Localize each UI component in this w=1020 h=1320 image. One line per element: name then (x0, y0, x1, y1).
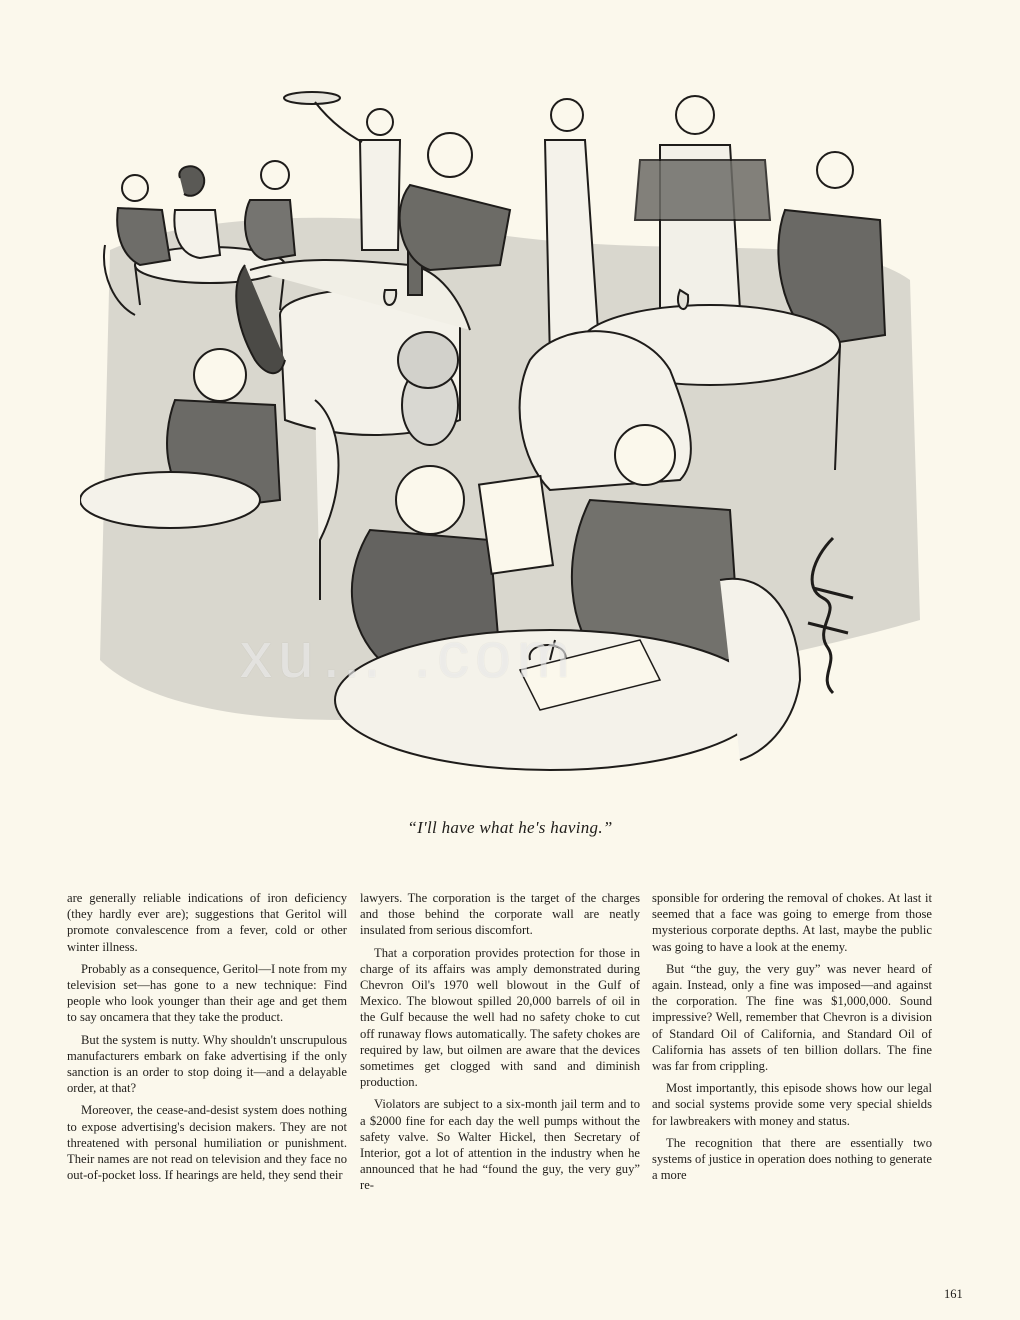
page-number: 161 (944, 1287, 963, 1301)
paragraph: But “the guy, the very guy” was never heard of again. Instead, only a fine was imposed—and against the corporation. The fine was $1,000,000. Sound impressive? Well, remember that Chevron is a division of Standard Oil of California, and Standard Oil of California has assets of ten billion dollars. The fine was far from crippling. (652, 961, 932, 1074)
paragraph: Probably as a consequence, Geritol—I note from my television set—has gone to a new technique: Find people who look younger than their age and get them to say oncamera that they take the product. (67, 961, 347, 1025)
paragraph: That a corporation provides protection for those in charge of its affairs was amply demonstrated during Chevron Oil's 1970 well blowout in the Gulf of Mexico. The blowout spilled 20,000 barrels of oil in the Gulf because the well had no safety choke to cut off runaway flows automatically. The safety chokes are required by law, but oilmen are aware that the devices sometimes get clogged with sand and diminish production. (360, 945, 640, 1090)
cartoon-caption: “I'll have what he's having.” (407, 818, 613, 837)
paragraph: Violators are subject to a six-month jail term and to a $2000 fine for each day the well pumps without the safety valve. So Walter Hickel, then Secretary of Interior, got a lot of attention in the industry when he announced that he had “found the guy, the very guy” re- (360, 1097, 640, 1193)
text-column-2 (360, 890, 640, 1200)
paragraph: Most importantly, this episode shows how our legal and social systems provide some very special shields for lawbreakers with money and status. (652, 1081, 932, 1128)
paragraph: But the system is nutty. Why shouldn't unscrupulous manufacturers embark on fake advertising if the only sanction is an order to stop doing it—and a delayable order, at that? (67, 1032, 347, 1096)
artist-signature (793, 528, 863, 698)
text-column-1 (67, 890, 347, 1189)
watermark: xu… .com (240, 619, 577, 691)
paragraph: The recognition that there are essentially two systems of justice in operation does nothing to generate a more (652, 1135, 932, 1183)
paragraph: Moreover, the cease-and-desist system does nothing to expose advertising's decision makers. They are not threatened with personal humiliation or punishment. Their names are not read on television and they face no out-of-pocket loss. If hearings are held, they send their (67, 1103, 347, 1183)
paragraph: sponsible for ordering the removal of chokes. At last it seemed that a face was going to emerge from those mysterious corporate depths. At last, maybe the public was going to have a look at the enemy. (652, 891, 932, 954)
paragraph: lawyers. The corporation is the target of the charges and those behind the corporate wall are neatly insulated from serious discomfort. (360, 891, 640, 938)
paragraph: are generally reliable indications of iron deficiency (they hardly ever are); suggestions that Geritol will promote convalescence from a fever, cold or other winter illness. (67, 891, 347, 954)
text-column-3 (652, 890, 932, 1189)
